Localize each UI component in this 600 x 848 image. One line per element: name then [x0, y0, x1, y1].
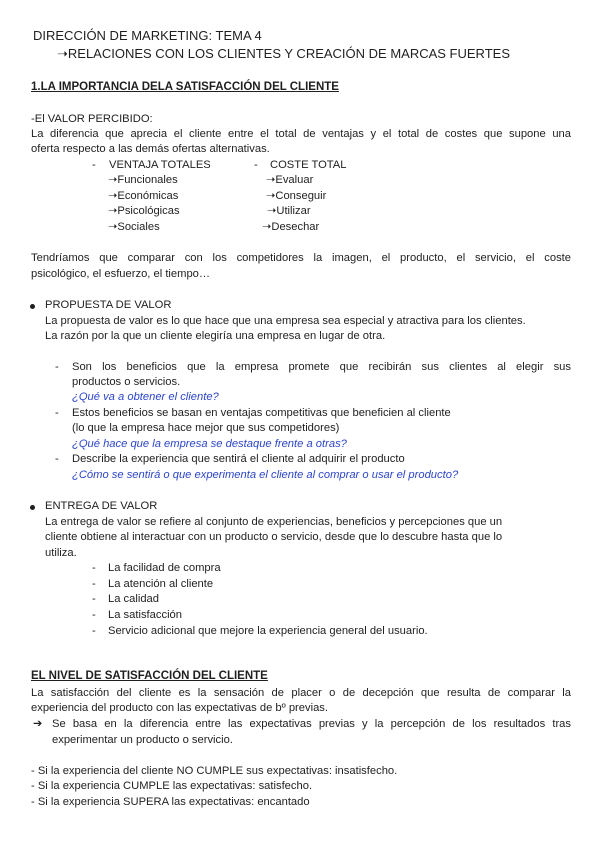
entrega-item: La satisfacción [108, 609, 183, 621]
dash-marker: - [55, 453, 59, 465]
costes-item: ➝Conseguir [266, 190, 327, 202]
entrega-title: ENTREGA DE VALOR [45, 500, 158, 512]
propuesta-question: ¿Qué va a obtener el cliente? [72, 391, 219, 403]
propuesta-item-text: productos o servicios. [72, 376, 181, 388]
dash-marker: - [92, 609, 96, 621]
propuesta-item-text: Son los beneficios que la empresa promete que recibirán sus clientes al elegir sus [72, 361, 571, 373]
ventajas-title: VENTAJA TOTALES [109, 159, 211, 171]
propuesta-question: ¿Cómo se sentirá o que experimenta el cliente al comprar o usar el producto? [72, 469, 459, 481]
bullet-icon [30, 505, 35, 510]
propuesta-item-text: Estos beneficios se basan en ventajas competitivas que beneficien al cliente [72, 407, 451, 419]
entrega-description: cliente obtiene al interactuar con un producto o servicio, desde que lo descubre hasta que lo [45, 531, 503, 543]
propuesta-title: PROPUESTA DE VALOR [45, 299, 172, 311]
arrow-icon: ➔ [33, 718, 43, 730]
dash-marker: - [92, 562, 96, 574]
entrega-item: La facilidad de compra [108, 562, 221, 574]
entrega-item: La atención al cliente [108, 578, 214, 590]
nivel-case: - Si la experiencia del cliente NO CUMPLE sus expectativas: insatisfecho. [31, 765, 398, 777]
nivel-arrow-text: experimentar un producto o servicio. [52, 734, 233, 746]
dash-marker: - [92, 625, 96, 637]
dash-marker: - [55, 407, 59, 419]
valor-definition-line: oferta respecto a las demás ofertas alternativas. [31, 143, 270, 155]
ventajas-item: ➝Económicas [108, 190, 179, 202]
costes-item: ➝Evaluar [266, 174, 314, 186]
nivel-arrow-text: Se basa en la diferencia entre las expectativas previas y la percepción de los resultados tras [52, 718, 571, 730]
propuesta-description: La propuesta de valor es lo que hace que una empresa sea especial y atractiva para los clientes. [45, 315, 526, 327]
dash-marker: - [92, 159, 96, 171]
costes-item: ➝Desechar [262, 221, 320, 233]
propuesta-item-text: Describe la experiencia que sentirá el cliente al adquirir el producto [72, 453, 405, 465]
section-heading-nivel: EL NIVEL DE SATISFACCIÓN DEL CLIENTE [31, 670, 268, 682]
valor-percibido-label: -El VALOR PERCIBIDO: [31, 113, 153, 125]
entrega-item: Servicio adicional que mejore la experiencia general del usuario. [108, 625, 428, 637]
bullet-icon [30, 304, 35, 309]
page-subtitle: ➝RELACIONES CON LOS CLIENTES Y CREACIÓN DE MARCAS FUERTES [57, 46, 510, 61]
dash-marker: - [55, 361, 59, 373]
ventajas-item: ➝Psicológicas [108, 205, 180, 217]
nivel-case: - Si la experiencia SUPERA las expectativas: encantado [31, 796, 310, 808]
costes-item: ➝Utilizar [267, 205, 311, 217]
dash-marker: - [92, 578, 96, 590]
nivel-definition-line: La satisfacción del cliente es la sensación de placer o de decepción que resulta de comparar la [31, 687, 571, 699]
page-title: DIRECCIÓN DE MARKETING: TEMA 4 [33, 28, 262, 43]
entrega-description: utiliza. [45, 547, 77, 559]
nivel-case: - Si la experiencia CUMPLE las expectativas: satisfecho. [31, 780, 313, 792]
compare-paragraph-line: psicológico, el esfuerzo, el tiempo… [31, 268, 211, 280]
propuesta-question: ¿Qué hace que la empresa se destaque frente a otras? [72, 438, 347, 450]
costes-title: COSTE TOTAL [270, 159, 347, 171]
ventajas-item: ➝Funcionales [108, 174, 178, 186]
propuesta-description: La razón por la que un cliente elegiría una empresa en lugar de otra. [45, 330, 386, 342]
entrega-description: La entrega de valor se refiere al conjunto de experiencias, beneficios y percepciones que un [45, 516, 503, 528]
valor-definition-line: La diferencia que aprecia el cliente entre el total de ventajas y el total de costes que supone una [31, 128, 571, 140]
ventajas-item: ➝Sociales [108, 221, 160, 233]
dash-marker: - [254, 159, 258, 171]
dash-marker: - [92, 593, 96, 605]
section-heading-satisfaccion: 1.LA IMPORTANCIA DELA SATISFACCIÓN DEL CLIENTE [31, 81, 339, 93]
compare-paragraph-line: Tendríamos que comparar con los competidores la imagen, el producto, el servicio, el coste [31, 252, 571, 264]
nivel-definition-line: experiencia del producto con las expectativas de bº previas. [31, 702, 328, 714]
entrega-item: La calidad [108, 593, 160, 605]
propuesta-item-text: (lo que la empresa hace mejor que sus competidores) [72, 422, 340, 434]
